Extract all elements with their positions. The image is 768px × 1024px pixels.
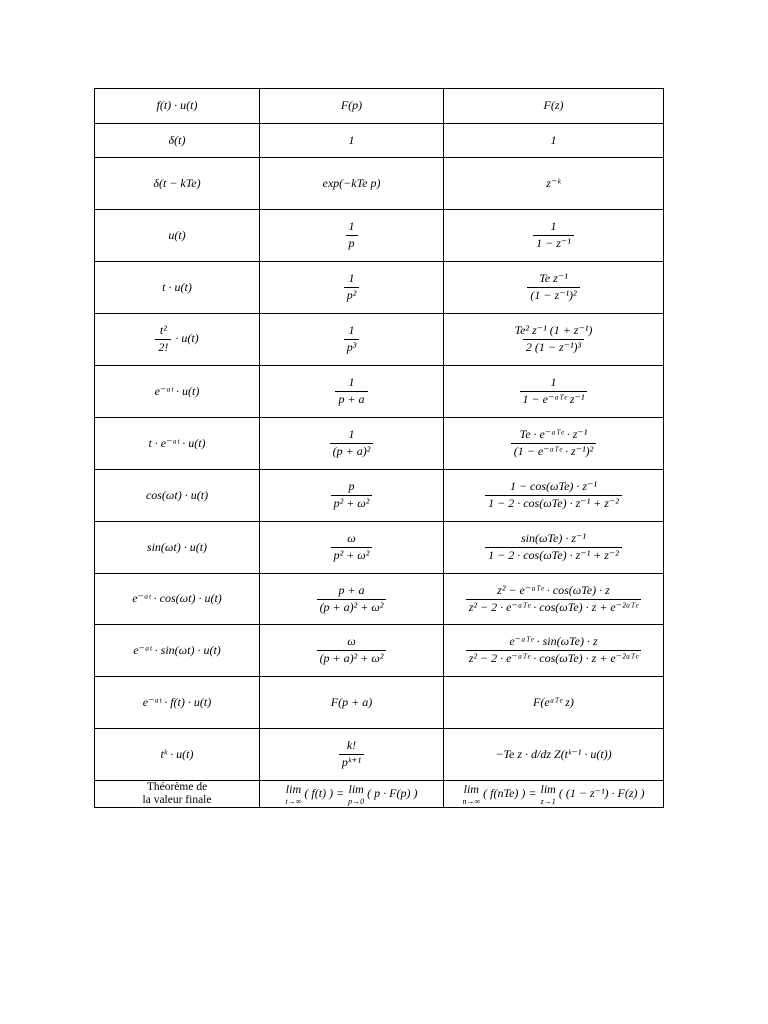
time-cell-parabola — [95, 314, 260, 366]
laplace-cell-damped-cosine-fraction — [317, 584, 387, 615]
laplace-cell-damped-cosine-fraction-denominator: (p + a)² + ω² — [317, 599, 387, 615]
laplace-cell-damped-sine-fraction-denominator: (p + a)² + ω² — [317, 650, 387, 666]
z-cell-step-fraction-denominator: 1 − z⁻¹ — [533, 235, 574, 251]
laplace-cell-ramp-exponential-fraction-numerator: 1 — [348, 427, 355, 442]
time-cell-parabola-fraction — [155, 324, 171, 355]
laplace-cell-parabola-fraction-denominator: p³ — [344, 339, 360, 355]
header-time-function: f(t) · u(t) — [95, 89, 260, 124]
z-cell-damped-sine-fraction-numerator: e⁻ᵃᵀᵉ · sin(ωTe) · z — [509, 634, 598, 649]
time-cell-power — [95, 729, 260, 781]
z-cell-delayed-impulse-expr: z⁻ᵏ — [546, 175, 561, 190]
laplace-cell-power-fraction-numerator: k! — [346, 738, 357, 753]
time-cell-exponential-expr: e⁻ᵃᵗ · u(t) — [154, 383, 200, 398]
laplace-cell-delayed-impulse-expr: exp(−kTe p) — [322, 175, 381, 190]
z-cell-cosine-fraction-numerator: 1 − cos(ωTe) · z⁻¹ — [509, 479, 598, 494]
laplace-cell-ramp-fraction-denominator: p² — [344, 287, 360, 303]
z-cell-sine — [444, 522, 664, 574]
time-cell-ramp — [95, 262, 260, 314]
table-row — [95, 314, 664, 366]
z-cell-sine-fraction-numerator: sin(ωTe) · z⁻¹ — [521, 531, 586, 546]
z-cell-cosine — [444, 470, 664, 522]
laplace-cell-exponential-fraction-denominator: p + a — [335, 391, 367, 407]
z-cell-exponential-fraction-denominator: 1 − e⁻ᵃᵀᵉ z⁻¹ — [520, 391, 588, 407]
time-cell-ramp-exponential — [95, 418, 260, 470]
z-cell-impulse — [444, 124, 664, 158]
z-cell-ramp-fraction-numerator: Te z⁻¹ — [539, 271, 568, 286]
laplace-cell-ramp-exponential — [260, 418, 444, 470]
header-laplace: F(p) — [260, 89, 444, 124]
z-cell-ramp-exponential-fraction — [511, 428, 597, 459]
time-cell-damped-cosine-expr: e⁻ᵃᵗ · cos(ωt) · u(t) — [132, 591, 222, 606]
table-row — [95, 366, 664, 418]
header-z-transform: F(z) — [444, 89, 664, 124]
laplace-cell-cosine-fraction-numerator: p — [348, 479, 355, 494]
z-cell-final-value-limit-lim1-op: lim — [463, 781, 479, 796]
laplace-cell-exponential-fraction — [335, 376, 367, 407]
time-cell-sine — [95, 522, 260, 574]
z-cell-ramp-exponential-fraction-denominator: (1 − e⁻ᵃᵀᵉ · z⁻¹)² — [511, 443, 597, 459]
time-cell-ramp-expr: t · u(t) — [162, 279, 192, 294]
time-cell-frequency-shift-expr: e⁻ᵃᵗ · f(t) · u(t) — [142, 694, 212, 709]
z-transform-table — [94, 88, 664, 808]
z-cell-power — [444, 729, 664, 781]
z-cell-parabola-fraction-numerator: Te² z⁻¹ (1 + z⁻¹) — [514, 323, 593, 338]
laplace-cell-damped-cosine — [260, 574, 444, 625]
laplace-cell-sine-fraction-denominator: p² + ω² — [331, 547, 373, 563]
laplace-cell-final-value-limit-lim1-sub: t→∞ — [285, 796, 302, 806]
laplace-cell-impulse — [260, 124, 444, 158]
z-cell-damped-sine — [444, 625, 664, 677]
laplace-cell-power-fraction-denominator: pᵏ⁺¹ — [339, 754, 364, 770]
laplace-cell-damped-cosine-fraction-numerator: p + a — [338, 582, 365, 597]
laplace-cell-final-value-limit-lim2-sub: p→0 — [348, 796, 365, 806]
laplace-cell-final-value-limit-lim2 — [348, 783, 364, 806]
laplace-cell-final-value-limit-lim2-expr: ( p · F(p) ) — [367, 786, 418, 801]
table-row — [95, 522, 664, 574]
time-cell-impulse-expr: δ(t) — [168, 132, 186, 147]
z-cell-step-fraction-numerator: 1 — [550, 219, 557, 234]
z-cell-impulse-expr: 1 — [550, 132, 557, 147]
time-cell-exponential — [95, 366, 260, 418]
table-row — [95, 210, 664, 262]
table-row — [95, 574, 664, 625]
time-cell-power-expr: tᵏ · u(t) — [160, 746, 194, 761]
header-row — [95, 89, 664, 124]
laplace-cell-cosine — [260, 470, 444, 522]
z-cell-ramp-exponential — [444, 418, 664, 470]
laplace-cell-impulse-expr: 1 — [348, 132, 355, 147]
laplace-cell-ramp — [260, 262, 444, 314]
laplace-cell-delayed-impulse — [260, 158, 444, 210]
time-cell-frequency-shift — [95, 677, 260, 729]
laplace-cell-final-value-limit-lim2-op: lim — [348, 781, 364, 796]
time-cell-parabola-numerator: t² — [159, 323, 167, 338]
table-row — [95, 625, 664, 677]
laplace-cell-step — [260, 210, 444, 262]
time-cell-parabola-suffix: · u(t) — [175, 331, 199, 346]
time-cell-cosine-expr: cos(ωt) · u(t) — [145, 487, 209, 502]
laplace-cell-final-value-limit-lim1-op: lim — [285, 781, 302, 796]
z-cell-parabola-fraction-denominator: 2 (1 − z⁻¹)³ — [523, 339, 584, 355]
time-cell-final-value-theorem-label — [143, 781, 212, 807]
laplace-cell-final-value-limit-lim1 — [285, 783, 301, 806]
z-cell-frequency-shift-expr: F(eᵃᵀᵉ z) — [533, 694, 574, 709]
z-cell-ramp-fraction-denominator: (1 − z⁻¹)² — [527, 287, 579, 303]
laplace-cell-damped-sine-fraction-numerator: ω — [347, 634, 356, 649]
z-cell-final-value-limit-lim1 — [462, 783, 480, 806]
z-cell-ramp — [444, 262, 664, 314]
time-cell-impulse — [95, 124, 260, 158]
z-cell-step-fraction — [533, 220, 574, 251]
z-cell-damped-sine-fraction — [466, 635, 642, 666]
time-cell-parabola-denominator: 2! — [155, 339, 171, 355]
laplace-cell-sine-fraction — [331, 532, 373, 563]
laplace-cell-step-fraction-numerator: 1 — [348, 219, 355, 234]
z-cell-damped-sine-fraction-denominator: z² − 2 · e⁻ᵃᵀᵉ · cos(ωTe) · z + e⁻²ᵃᵀᵉ — [466, 650, 642, 666]
z-cell-delayed-impulse — [444, 158, 664, 210]
laplace-cell-step-fraction — [346, 220, 358, 251]
time-cell-damped-sine-expr: e⁻ᵃᵗ · sin(ωt) · u(t) — [133, 642, 221, 657]
time-cell-final-value-line1: Théorème de — [146, 781, 208, 793]
laplace-cell-power-fraction — [339, 739, 364, 770]
z-cell-exponential — [444, 366, 664, 418]
time-cell-final-value — [95, 781, 260, 808]
z-cell-final-value-limit-lim2-op: lim — [540, 781, 556, 796]
time-cell-step — [95, 210, 260, 262]
laplace-cell-ramp-fraction-numerator: 1 — [348, 271, 355, 286]
z-cell-ramp-exponential-fraction-numerator: Te · e⁻ᵃᵀᵉ · z⁻¹ — [519, 427, 588, 442]
table-row — [95, 158, 664, 210]
laplace-cell-damped-sine — [260, 625, 444, 677]
laplace-cell-ramp-exponential-fraction — [330, 428, 374, 459]
time-cell-sine-expr: sin(ωt) · u(t) — [146, 539, 208, 554]
z-cell-ramp-fraction — [527, 272, 579, 303]
z-cell-power-expr: −Te z · d/dz Z(tᵏ⁻¹ · u(t)) — [495, 746, 612, 761]
time-cell-delayed-impulse — [95, 158, 260, 210]
z-cell-final-value-limit-lim1-expr: ( f(nTe) ) = — [483, 786, 537, 801]
time-cell-final-value-line2: la valeur finale — [142, 794, 212, 807]
laplace-cell-exponential — [260, 366, 444, 418]
table-row — [95, 677, 664, 729]
laplace-cell-ramp-fraction — [344, 272, 360, 303]
z-cell-final-value — [444, 781, 664, 808]
laplace-cell-parabola-fraction — [344, 324, 360, 355]
table-row — [95, 781, 664, 808]
z-cell-final-value-limit-lim1-sub: n→∞ — [462, 796, 481, 806]
z-cell-cosine-fraction-denominator: 1 − 2 · cos(ωTe) · z⁻¹ + z⁻² — [485, 495, 622, 511]
time-cell-ramp-exponential-expr: t · e⁻ᵃᵗ · u(t) — [148, 435, 206, 450]
laplace-cell-sine — [260, 522, 444, 574]
time-cell-cosine — [95, 470, 260, 522]
table-row — [95, 262, 664, 314]
time-cell-step-expr: u(t) — [168, 227, 186, 242]
z-cell-sine-fraction — [485, 532, 622, 563]
laplace-cell-sine-fraction-numerator: ω — [347, 531, 356, 546]
laplace-cell-damped-sine-fraction — [317, 635, 387, 666]
time-cell-damped-sine — [95, 625, 260, 677]
laplace-cell-parabola-fraction-numerator: 1 — [348, 323, 355, 338]
z-cell-frequency-shift — [444, 677, 664, 729]
laplace-cell-parabola — [260, 314, 444, 366]
laplace-cell-final-value-limit — [285, 783, 417, 806]
laplace-cell-final-value-limit-lim1-expr: ( f(t) ) = — [304, 786, 345, 801]
table-row — [95, 418, 664, 470]
z-cell-step — [444, 210, 664, 262]
laplace-cell-cosine-fraction-denominator: p² + ω² — [331, 495, 373, 511]
z-cell-final-value-limit-lim2 — [541, 783, 556, 806]
z-cell-damped-cosine-fraction — [466, 584, 642, 615]
laplace-cell-step-fraction-denominator: p — [346, 235, 358, 251]
laplace-cell-final-value — [260, 781, 444, 808]
z-cell-sine-fraction-denominator: 1 − 2 · cos(ωTe) · z⁻¹ + z⁻² — [485, 547, 622, 563]
laplace-cell-ramp-exponential-fraction-denominator: (p + a)² — [330, 443, 374, 459]
laplace-cell-exponential-fraction-numerator: 1 — [348, 375, 355, 390]
table-row — [95, 729, 664, 781]
z-cell-final-value-limit-lim2-expr: ( (1 − z⁻¹) · F(z) ) — [558, 786, 645, 801]
z-cell-parabola-fraction — [512, 324, 596, 355]
z-cell-exponential-fraction-numerator: 1 — [550, 375, 557, 390]
z-cell-final-value-limit-lim2-sub: z→1 — [540, 796, 556, 806]
laplace-cell-cosine-fraction — [331, 480, 373, 511]
time-cell-delayed-impulse-expr: δ(t − kTe) — [153, 175, 201, 190]
time-cell-damped-cosine — [95, 574, 260, 625]
z-cell-damped-cosine-fraction-numerator: z² − e⁻ᵃᵀᵉ · cos(ωTe) · z — [497, 582, 610, 597]
table-row — [95, 124, 664, 158]
z-cell-parabola — [444, 314, 664, 366]
laplace-cell-frequency-shift-expr: F(p + a) — [330, 694, 373, 709]
laplace-cell-frequency-shift — [260, 677, 444, 729]
z-cell-final-value-limit — [462, 783, 644, 806]
z-cell-cosine-fraction — [485, 480, 622, 511]
table-row — [95, 470, 664, 522]
z-cell-damped-cosine — [444, 574, 664, 625]
z-cell-exponential-fraction — [520, 376, 588, 407]
z-cell-damped-cosine-fraction-denominator: z² − 2 · e⁻ᵃᵀᵉ · cos(ωTe) · z + e⁻²ᵃᵀᵉ — [466, 599, 642, 615]
laplace-cell-power — [260, 729, 444, 781]
